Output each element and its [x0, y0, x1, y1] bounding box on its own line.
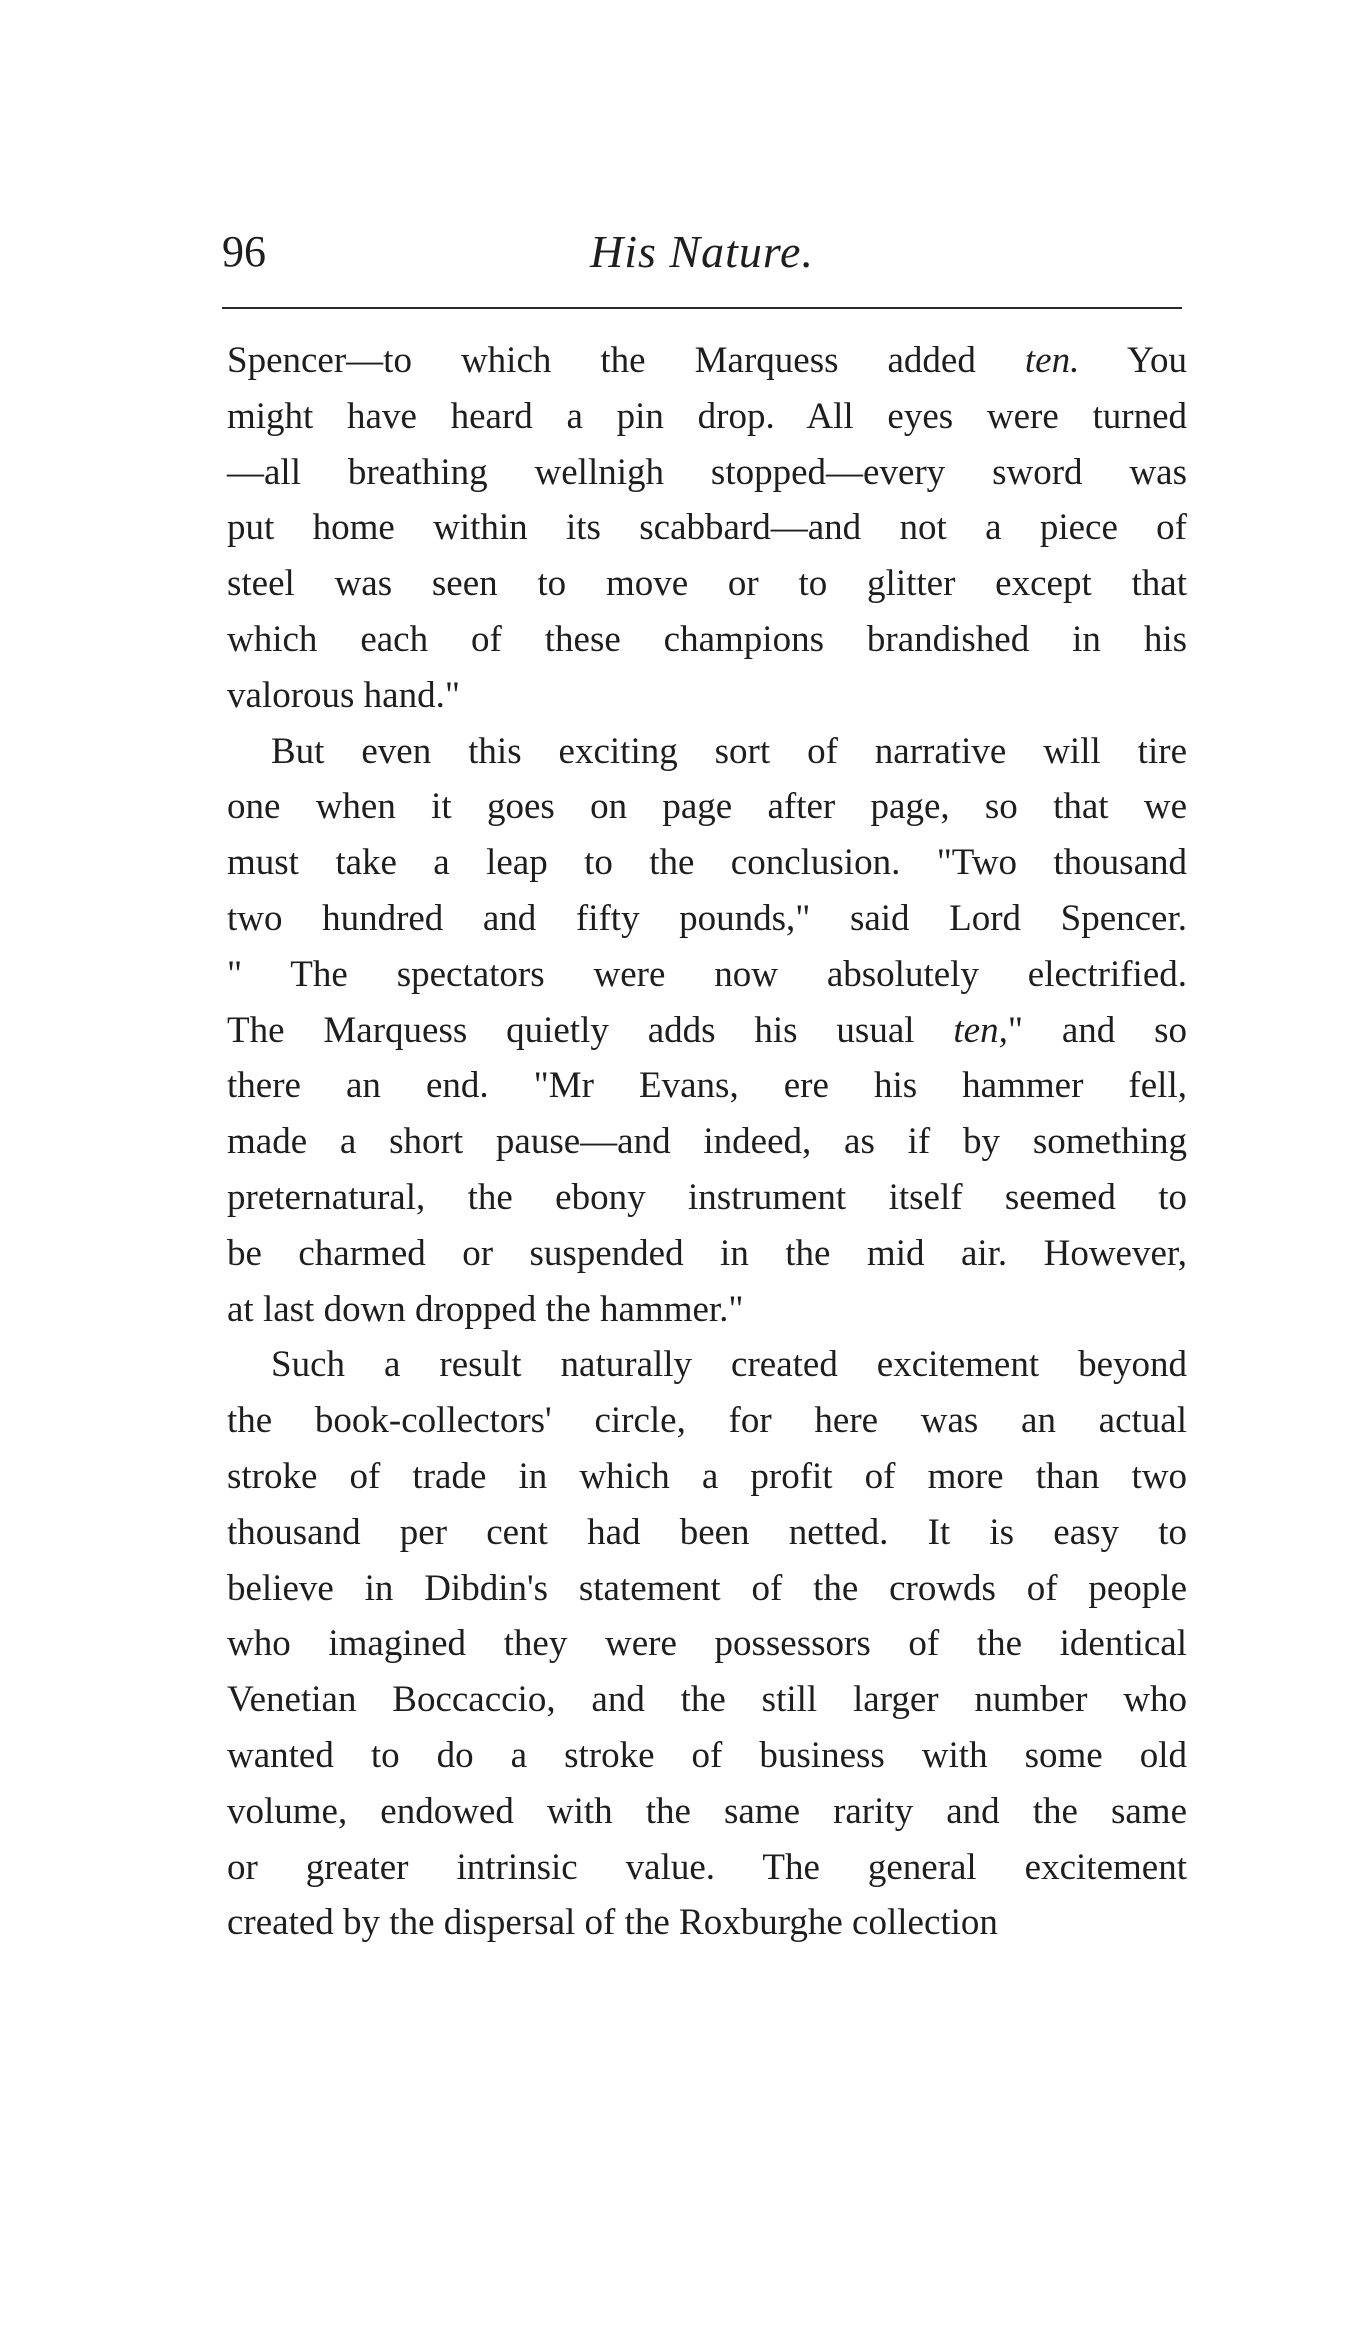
text-segment: Venetian Boccaccio, and the still larger number who	[227, 1679, 1187, 1721]
italic-word: ten.	[1024, 340, 1080, 381]
text-line	[227, 1393, 1187, 1449]
text-segment: at last down dropped the hammer."	[227, 1288, 744, 1330]
text-line	[227, 333, 1187, 389]
text-line	[227, 1058, 1187, 1114]
text-line	[227, 1672, 1187, 1728]
text-segment: The Marquess quietly adds his usual	[227, 1009, 954, 1051]
text-line	[227, 1282, 1187, 1338]
text-segment: must take a leap to the conclusion. "Two thousand	[227, 842, 1187, 884]
text-segment: who imagined they were possessors of the identical	[227, 1623, 1187, 1665]
text-line	[227, 1561, 1187, 1617]
text-segment: —all breathing wellnigh stopped—every sword was	[227, 451, 1187, 493]
body-text	[227, 333, 1187, 1951]
text-segment: made a short pause—and indeed, as if by something	[227, 1121, 1187, 1163]
text-segment: " and so	[1007, 1009, 1187, 1051]
text-segment: volume, endowed with the same rarity and the same	[227, 1790, 1187, 1832]
text-line	[227, 1728, 1187, 1784]
text-segment: Such a result naturally created excitement beyond	[271, 1344, 1187, 1386]
text-line	[227, 835, 1187, 891]
text-segment: believe in Dibdin's statement of the crowds of people	[227, 1567, 1187, 1609]
text-segment: there an end. "Mr Evans, ere his hammer fell,	[227, 1065, 1187, 1107]
text-segment: wanted to do a stroke of business with some old	[227, 1734, 1187, 1776]
text-line	[227, 1449, 1187, 1505]
text-line	[227, 500, 1187, 556]
paragraph	[227, 333, 1187, 724]
text-segment: might have heard a pin drop. All eyes were turned	[227, 395, 1187, 437]
text-line	[227, 668, 1187, 724]
text-segment: You	[1079, 340, 1187, 381]
text-segment: thousand per cent had been netted. It is easy to	[227, 1511, 1187, 1553]
text-line	[227, 1226, 1187, 1282]
text-line	[227, 779, 1187, 835]
text-line	[227, 1616, 1187, 1672]
text-segment: one when it goes on page after page, so that we	[227, 786, 1187, 828]
text-segment: But even this exciting sort of narrative will tire	[271, 730, 1187, 772]
italic-word: ten,	[953, 1009, 1008, 1051]
paragraph	[227, 1337, 1187, 1951]
text-line	[227, 1505, 1187, 1561]
text-line	[227, 1895, 1187, 1951]
text-line	[227, 389, 1187, 445]
text-segment: stroke of trade in which a profit of more than two	[227, 1455, 1187, 1497]
text-segment: steel was seen to move or to glitter except that	[227, 563, 1187, 605]
page-number: 96	[222, 227, 266, 276]
text-segment: be charmed or suspended in the mid air. However,	[227, 1232, 1187, 1274]
text-segment: which each of these champions brandished in his	[227, 618, 1187, 660]
running-title: His Nature.	[590, 226, 814, 277]
text-line	[227, 1003, 1187, 1059]
text-segment: Spencer—to which the Marquess added	[227, 340, 1025, 381]
text-segment: created by the dispersal of the Roxburghe collection	[227, 1902, 998, 1944]
text-segment: preternatural, the ebony instrument itself seemed to	[227, 1176, 1187, 1218]
text-line	[227, 556, 1187, 612]
text-line	[227, 1337, 1187, 1393]
text-segment: " The spectators were now absolutely electrified.	[227, 953, 1187, 995]
text-segment: or greater intrinsic value. The general excitement	[227, 1846, 1187, 1888]
text-segment: valorous hand."	[227, 674, 460, 716]
text-line	[227, 445, 1187, 501]
running-head	[222, 222, 1182, 292]
text-line	[227, 1170, 1187, 1226]
text-line	[227, 947, 1187, 1003]
header-rule	[222, 307, 1182, 309]
text-segment: the book-collectors' circle, for here was an actual	[227, 1400, 1187, 1442]
text-line	[227, 1114, 1187, 1170]
text-segment: put home within its scabbard—and not a piece of	[227, 507, 1187, 549]
text-line	[227, 612, 1187, 668]
text-line	[227, 1784, 1187, 1840]
text-line	[227, 891, 1187, 947]
text-line	[227, 724, 1187, 780]
paragraph	[227, 724, 1187, 1338]
text-segment: two hundred and fifty pounds," said Lord Spencer.	[227, 897, 1187, 939]
text-line	[227, 1840, 1187, 1896]
